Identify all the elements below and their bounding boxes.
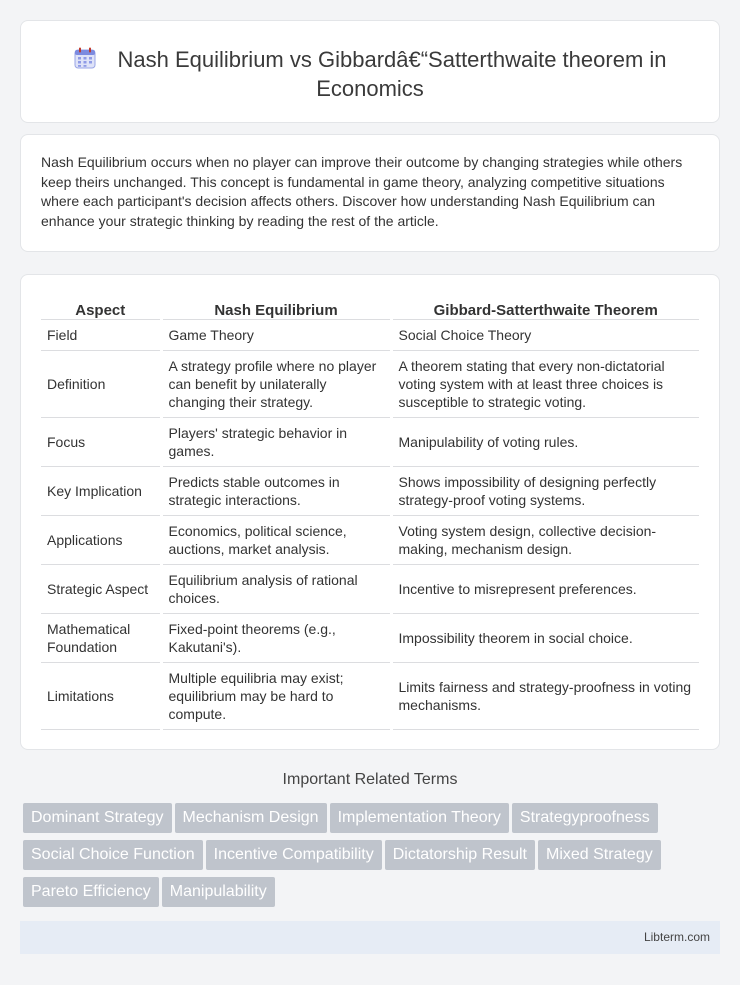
related-term-tag[interactable]: Social Choice Function	[23, 840, 203, 870]
related-term-tag[interactable]: Strategyproofness	[512, 803, 658, 833]
table-cell-aspect: Key Implication	[41, 466, 161, 515]
table-row	[41, 564, 699, 613]
table-row	[41, 662, 699, 729]
table-cell-aspect: Definition	[41, 350, 161, 417]
page-title	[21, 45, 719, 103]
table-cell-nash: Players' strategic behavior in games.	[161, 417, 391, 466]
intro-paragraph: Nash Equilibrium occurs when no player can improve their outcome by changing strategies while others keep theirs unchanged. This concept is fundamental in game theory, analyzing competitive situations where each participant's decision affects others. Discover how understanding Nash Equilibrium can enhance your strategic thinking by reading the rest of the article.	[41, 154, 683, 229]
related-term-tag[interactable]: Dictatorship Result	[385, 840, 535, 870]
table-row	[41, 350, 699, 417]
table-row	[41, 319, 699, 350]
table-cell-gibbard: Limits fairness and strategy-proofness in voting mechanisms.	[391, 662, 699, 729]
table-cell-nash: A strategy profile where no player can benefit by unilaterally changing their strategy.	[161, 350, 391, 417]
table-cell-gibbard: A theorem stating that every non-dictatorial voting system with at least three choices is susceptible to strategic voting.	[391, 350, 699, 417]
table-row	[41, 515, 699, 564]
table-cell-nash: Fixed-point theorems (e.g., Kakutani's).	[161, 613, 391, 662]
column-header-nash: Nash Equilibrium	[161, 295, 391, 319]
table-cell-nash: Equilibrium analysis of rational choices.	[161, 564, 391, 613]
related-term-tag[interactable]: Implementation Theory	[330, 803, 509, 833]
table-cell-aspect: Limitations	[41, 662, 161, 729]
related-terms-title: Important Related Terms	[282, 771, 458, 788]
intro-card	[20, 134, 720, 252]
title-text: Nash Equilibrium vs Gibbardâ€“Satterthwaite theorem in Economics	[117, 47, 667, 101]
table-cell-gibbard: Impossibility theorem in social choice.	[391, 613, 699, 662]
column-header-aspect: Aspect	[41, 295, 161, 319]
related-term-tag[interactable]: Mixed Strategy	[538, 840, 661, 870]
table-cell-gibbard: Manipulability of voting rules.	[391, 417, 699, 466]
table-cell-nash: Predicts stable outcomes in strategic interactions.	[161, 466, 391, 515]
table-cell-nash: Multiple equilibria may exist; equilibrium may be hard to compute.	[161, 662, 391, 729]
table-cell-gibbard: Incentive to misrepresent preferences.	[391, 564, 699, 613]
table-cell-gibbard: Social Choice Theory	[391, 319, 699, 350]
table-row	[41, 466, 699, 515]
table-cell-gibbard: Voting system design, collective decision-making, mechanism design.	[391, 515, 699, 564]
comparison-table-card	[20, 274, 720, 750]
table-header-row	[41, 295, 699, 319]
table-cell-aspect: Strategic Aspect	[41, 564, 161, 613]
table-cell-nash: Game Theory	[161, 319, 391, 350]
table-cell-nash: Economics, political science, auctions, market analysis.	[161, 515, 391, 564]
footer-site-link[interactable]: Libterm.com	[643, 930, 710, 944]
table-row	[41, 613, 699, 662]
table-cell-aspect: Field	[41, 319, 161, 350]
table-row	[41, 417, 699, 466]
table-cell-aspect: Focus	[41, 417, 161, 466]
column-header-gibbard: Gibbard-Satterthwaite Theorem	[391, 295, 699, 319]
related-term-tag[interactable]: Dominant Strategy	[23, 803, 172, 833]
related-term-tag[interactable]: Mechanism Design	[175, 803, 327, 833]
related-term-tag[interactable]: Manipulability	[162, 877, 275, 907]
table-cell-aspect: Mathematical Foundation	[41, 613, 161, 662]
related-term-tag[interactable]: Pareto Efficiency	[23, 877, 159, 907]
related-term-tag[interactable]: Incentive Compatibility	[206, 840, 382, 870]
table-cell-aspect: Applications	[41, 515, 161, 564]
calendar-icon	[73, 46, 97, 70]
related-terms-list	[23, 803, 713, 914]
table-cell-gibbard: Shows impossibility of designing perfectly strategy-proof voting systems.	[391, 466, 699, 515]
comparison-table	[41, 295, 699, 730]
header-card	[20, 20, 720, 123]
footer	[20, 921, 720, 954]
